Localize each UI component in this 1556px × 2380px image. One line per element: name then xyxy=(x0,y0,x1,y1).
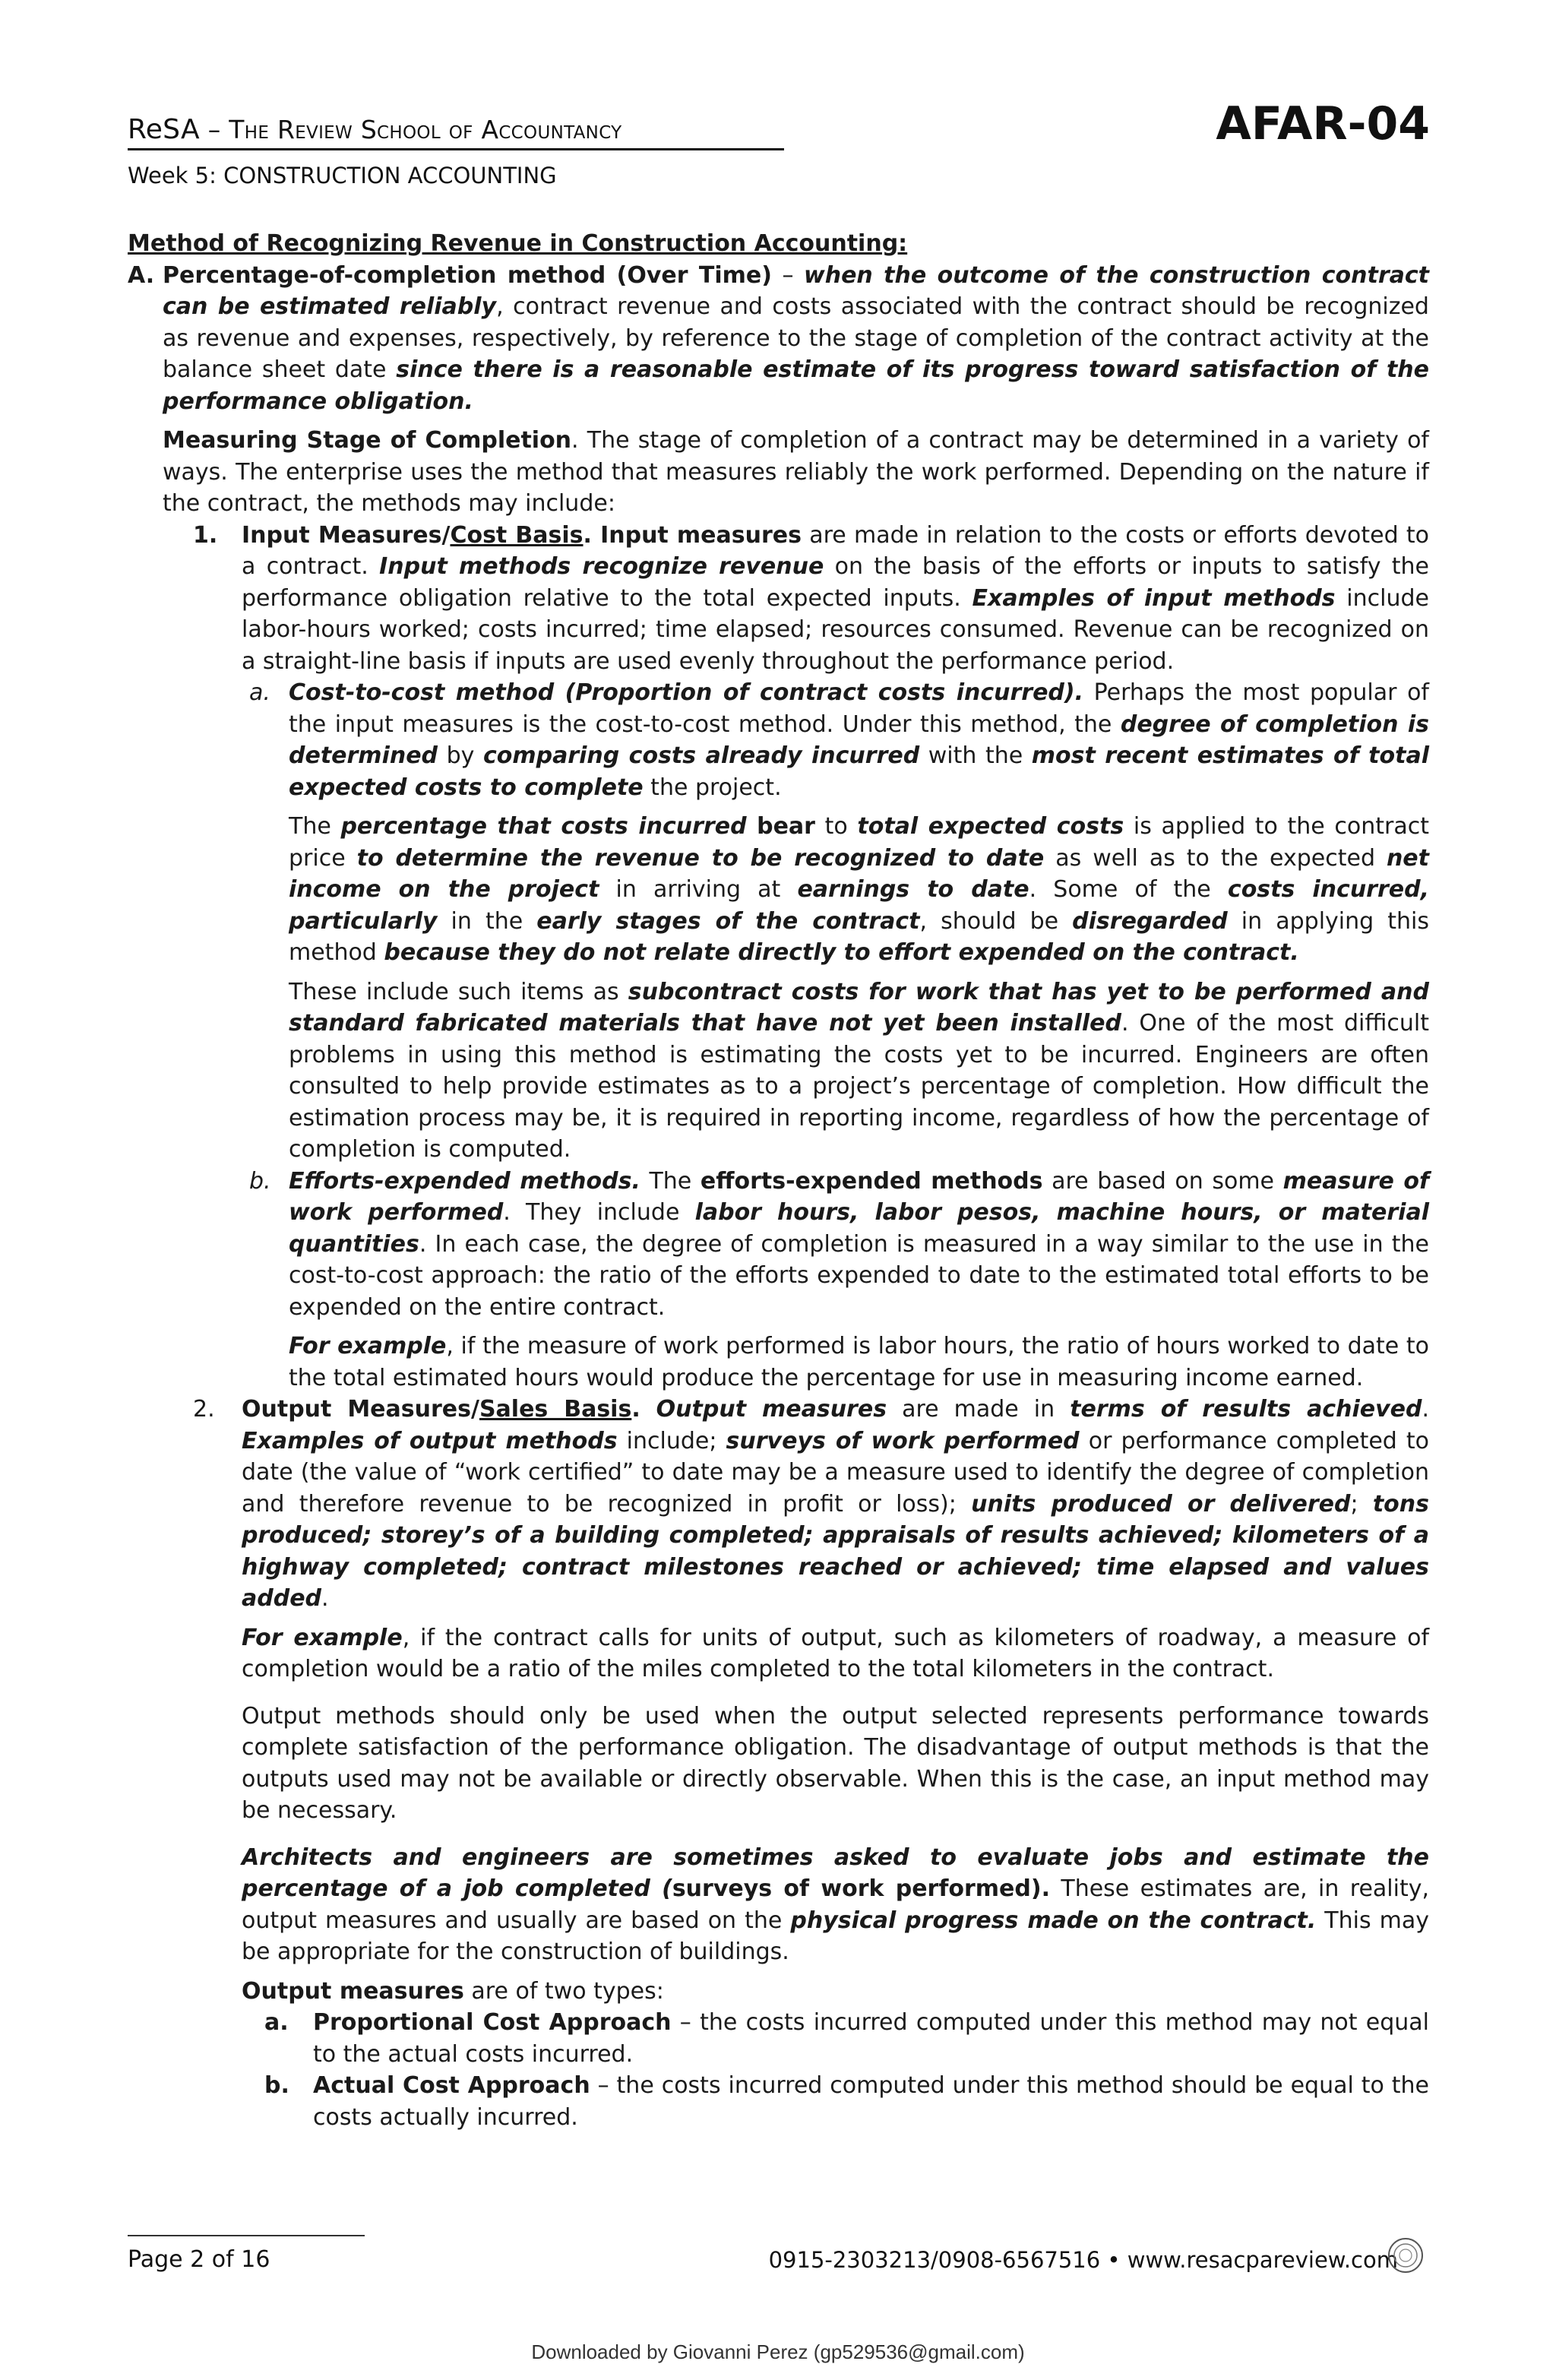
output-paragraph-4 xyxy=(128,1842,1429,1968)
ctc2-t5: in arriving at xyxy=(599,876,798,903)
output-type-marker: b. xyxy=(264,2072,289,2099)
ctc-t2: by xyxy=(438,742,483,769)
input-heading-2: Cost Basis xyxy=(450,521,584,549)
out4-t1: These estimates are, in reality, output measures and usually are based on the xyxy=(242,1875,1430,1934)
ctc2-t7: in the xyxy=(437,907,537,935)
ctc2-t6: . Some of the xyxy=(1029,876,1228,903)
out4-bi2: physical progress made on the contract. xyxy=(790,1907,1317,1934)
output-type-desc: – the costs incurred computed under this method should be equal to the costs actually incurred. xyxy=(313,2072,1429,2131)
input-marker: 1. xyxy=(193,521,218,549)
eff-t3: . They include xyxy=(503,1199,695,1226)
ctc2-bi5: earnings to date xyxy=(797,876,1029,903)
ctc2-bi1: percentage that costs incurred xyxy=(340,813,747,840)
ctc2-t8: , should be xyxy=(919,907,1073,935)
eff-t4: . In each case, the degree of completion is measured in a way similar to the use in the cost-to-cost approach: the ratio of the efforts expended to date to the estimated total efforts to be expended on the entire contract. xyxy=(289,1230,1429,1321)
brand-name: ReSA xyxy=(128,114,200,145)
types-lead: Output measures xyxy=(242,1977,464,2005)
out-t1: are made in xyxy=(887,1396,1071,1423)
out-t6: . xyxy=(321,1585,329,1612)
out-ex-lead: For example xyxy=(242,1624,403,1651)
course-code: AFAR-04 xyxy=(1216,97,1430,150)
ctc-bi3: most recent estimates of total expected costs to complete xyxy=(289,742,1429,801)
input-t2: on the basis of the efforts or inputs to satisfy the performance obligation relative to the total expected inputs. xyxy=(242,553,1430,612)
ctc2-bi7: early stages of the contract xyxy=(536,907,920,935)
efforts-marker: b. xyxy=(249,1167,271,1195)
cost-to-cost-paragraph-2 xyxy=(128,811,1429,969)
output-type-text xyxy=(313,2070,1429,2133)
contact-info: 0915-2303213/0908-6567516 • www.resacpareview.com xyxy=(768,2247,1398,2273)
week-title: Week 5: CONSTRUCTION ACCOUNTING xyxy=(128,163,557,188)
types-text: are of two types: xyxy=(463,1977,664,2005)
input-measures-item xyxy=(128,520,1429,678)
ctc2-b1: bear xyxy=(746,813,815,840)
ctc-t3: with the xyxy=(919,742,1032,769)
output-marker: 2. xyxy=(193,1396,215,1423)
ctc2-bi9: because they do not relate directly to effort expended on the contract. xyxy=(384,939,1299,966)
output-measures-item xyxy=(128,1394,1429,1615)
item-a-marker: A. xyxy=(128,261,155,289)
ctc2-t2: to xyxy=(814,813,858,840)
out-t2: . xyxy=(1422,1396,1430,1423)
out-bi1: Output measures xyxy=(640,1396,887,1423)
output-text xyxy=(242,1394,1429,1615)
output-heading-3: . xyxy=(631,1396,640,1423)
input-heading-3: . xyxy=(583,521,592,549)
ctc2-t4: as well as to the expected xyxy=(1044,844,1387,872)
measuring-lead: Measuring Stage of Completion xyxy=(163,427,572,454)
measuring-paragraph xyxy=(128,425,1429,520)
output-type-desc: – the costs incurred computed under this method may not equal to the actual costs incurred. xyxy=(313,2009,1429,2068)
cost-to-cost-item xyxy=(128,677,1429,803)
out4-b1: surveys of work performed). xyxy=(672,1875,1050,1902)
output-types-intro xyxy=(128,1976,1429,2008)
eff-lead: Efforts-expended methods. xyxy=(289,1167,640,1195)
input-bi2: Examples of input methods xyxy=(972,584,1336,612)
ctc2-bi2: total expected costs xyxy=(857,813,1124,840)
input-lead: Input measures xyxy=(591,521,802,549)
document-body xyxy=(128,228,1429,2133)
out-t4: or performance completed to date (the value of “work certified” to date may be a measure used to identify the degree of completion and therefore revenue to be recognized in profit or loss); xyxy=(242,1427,1430,1518)
eff-t1: The xyxy=(640,1167,701,1195)
item-a-reason: since there is a reasonable estimate of its progress toward satisfaction of the performance obligation. xyxy=(163,356,1429,415)
item-a-text xyxy=(163,260,1429,418)
efforts-text xyxy=(289,1166,1429,1324)
ctc3-bi1: subcontract costs for work that has yet to be performed and standard fabricated materials that have not yet been installed xyxy=(289,978,1429,1037)
out-bi6: tons produced; storey’s of a building completed; appraisals of results achieved; kilometers of a highway completed; contract milestones reached or achieved; time elapsed and values added xyxy=(242,1490,1429,1612)
eff-ex-lead: For example xyxy=(289,1333,447,1359)
ctc2-t9: in applying this method xyxy=(289,907,1429,966)
output-type-text xyxy=(313,2007,1429,2070)
out-ex-text: , if the contract calls for units of output, such as kilometers of roadway, a measure of completion would be a ratio of the miles completed to the total kilometers in the contract. xyxy=(242,1624,1429,1682)
item-a xyxy=(128,260,1429,418)
ctc3-t2: . One of the most difficult problems in using this method is estimating the costs yet to be incurred. Engineers are often consulted to help provide estimates as to a project’s percentage of completion. How difficult the estimation process may be, it is required in reporting income, regardless of how the percentage of completion is computed. xyxy=(289,1010,1429,1163)
input-t3: include labor-hours worked; costs incurred; time elapsed; resources consumed. Revenue can be recognized on a straight-line basis if inputs are used evenly throughout the performance period. xyxy=(242,584,1429,675)
out-bi2: terms of results achieved xyxy=(1070,1396,1422,1423)
out-bi5: units produced or delivered xyxy=(971,1490,1351,1518)
section-title: Method of Recognizing Revenue in Construction Accounting: xyxy=(128,230,908,257)
ctc-bi2: comparing costs already incurred xyxy=(482,742,920,769)
output-example xyxy=(128,1622,1429,1685)
ctc2-bi3: to determine the revenue to be recognized to date xyxy=(356,844,1045,872)
ctc2-bi4: net income on the project xyxy=(289,844,1429,903)
school-header xyxy=(128,114,784,150)
out4-t2: This may be appropriate for the construction of buildings. xyxy=(242,1907,1429,1965)
item-a-condition: when the outcome of the construction contract can be estimated reliably xyxy=(163,261,1430,320)
ctc-lead: Cost-to-cost method (Proportion of contract costs incurred). xyxy=(289,679,1084,706)
resa-seal-icon xyxy=(1387,2237,1424,2274)
school-name: The Review School of Accountancy xyxy=(229,115,622,144)
ctc2-t1: The xyxy=(289,813,341,840)
ctc3-t1: These include such items as xyxy=(289,978,628,1005)
out-bi4: surveys of work performed xyxy=(726,1427,1080,1454)
output-heading-2: Sales Basis xyxy=(479,1396,632,1423)
cost-to-cost-paragraph-3 xyxy=(128,976,1429,1166)
item-a-lead: Percentage-of-completion method (Over Time) xyxy=(163,261,772,289)
cost-to-cost-marker: a. xyxy=(249,679,270,706)
page-number: Page 2 of 16 xyxy=(128,2246,270,2273)
efforts-example xyxy=(128,1331,1429,1394)
footer-rule xyxy=(128,2235,365,2236)
eff-bi2: labor hours, labor pesos, machine hours, or material quantities xyxy=(289,1199,1429,1258)
out-bi3: Examples of output methods xyxy=(242,1427,618,1454)
eff-t2: are based on some xyxy=(1042,1167,1283,1195)
output-type-marker: a. xyxy=(264,2009,289,2036)
eff-ex-text: , if the measure of work performed is labor hours, the ratio of hours worked to date to the total estimated hours would produce the percentage for use in measuring income earned. xyxy=(289,1333,1429,1391)
input-bi1: Input methods recognize revenue xyxy=(379,553,824,580)
ctc-bi1: degree of completion is determined xyxy=(289,711,1429,769)
out-t5: ; xyxy=(1350,1490,1373,1518)
measuring-text: . The stage of completion of a contract may be determined in a variety of ways. The enterprise uses the method that measures reliably the work performed. Depending on the nature if the contract, the methods may include: xyxy=(163,427,1429,517)
input-text xyxy=(242,520,1429,678)
out4-bi1: Architects and engineers are sometimes asked to evaluate jobs and estimate the percentage of a job completed ( xyxy=(242,1844,1429,1902)
out-t3: include; xyxy=(617,1427,726,1454)
item-a-body: , contract revenue and costs associated with the contract should be recognized as revenue and expenses, respectively, by reference to the stage of completion of the contract activity at the balance sheet date xyxy=(163,293,1429,383)
input-heading-1: Input Measures/ xyxy=(242,521,451,549)
ctc-t1: Perhaps the most popular of the input measures is the cost-to-cost method. Under this method, the xyxy=(289,679,1429,738)
output-type-item xyxy=(128,2070,1429,2133)
output-type-item xyxy=(128,2007,1429,2070)
ctc2-bi8: disregarded xyxy=(1072,907,1228,935)
eff-bi1: measure of work performed xyxy=(289,1167,1430,1226)
output-heading-1: Output Measures/ xyxy=(242,1396,479,1423)
input-t1: are made in relation to the costs or efforts devoted to a contract. xyxy=(242,521,1429,580)
output-paragraph-3: Output methods should only be used when the output selected represents performance towards complete satisfaction of the performance obligation. The disadvantage of output methods is that the outputs used may not be available or directly observable. When this is the case, an input method may be necessary. xyxy=(242,1702,1429,1824)
eff-b1: efforts-expended methods xyxy=(700,1167,1043,1195)
ctc2-bi6: costs incurred, particularly xyxy=(289,876,1429,935)
item-a-dash: – xyxy=(772,261,804,289)
cost-to-cost-text xyxy=(289,677,1429,803)
download-notice: Downloaded by Giovanni Perez (gp529536@gmail.com) xyxy=(531,2340,1025,2363)
header-dash: – xyxy=(199,115,229,144)
output-type-lead: Actual Cost Approach xyxy=(313,2072,590,2099)
ctc2-t3: is applied to the contract price xyxy=(289,813,1429,872)
efforts-expended-item xyxy=(128,1166,1429,1324)
output-type-lead: Proportional Cost Approach xyxy=(313,2009,672,2036)
ctc-t4: the project. xyxy=(643,774,782,801)
